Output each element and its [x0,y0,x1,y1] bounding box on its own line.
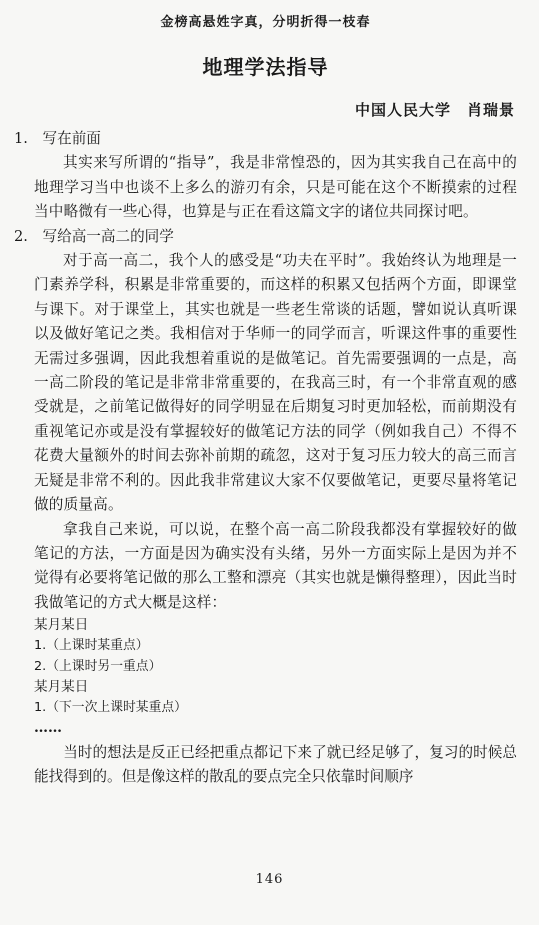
article-body [14,127,517,789]
example-item: 1.（上课时某重点） [34,638,149,654]
example-date: 某月某日 [34,679,89,696]
example-item: 2.（上课时另一重点） [34,658,162,674]
example-ellipsis: …… [34,719,62,736]
example-date: 某月某日 [34,617,89,634]
body-paragraph: 对于高一高二，我个人的感受是“功夫在平时”。我始终认为地理是一门素养学科，积累是非常重要的，而这样的积累又包括两个方面，即课堂与课下。对于课堂上，其实也就是一些老生常谈的话题，譬如说认真听课以及做好笔记之类。我相信对于华师一的同学而言，听课这件事的重要性无需过多强调，因此我想着重说的是做笔记。首先需要强调的一点是，高一高二阶段的笔记是非常非常重要的，在我高三时，有一个非常直观的感受就是，之前笔记做得好的同学明显在后期复习时更加轻松，而前期没有重视笔记亦或是没有掌握较好的做笔记方法的同学（例如我自己）不得不花费大量额外的时间去弥补前期的疏忽，这对于复习压力较大的高三而言无疑是非常不利的。因此我非常建议大家不仅要做笔记，更要尽量将笔记做的质量高。 [34,252,517,514]
page-number: 146 [255,872,284,887]
body-paragraph: 拿我自己来说，可以说，在整个高一高二阶段我都没有掌握较好的做笔记的方法，一方面是因为确实没有头绪，另外一方面实际上是因为并不觉得有必要将笔记做的那么工整和漂亮（其实也就是懒得整理），因此当时我做笔记的方式大概是这样： [34,520,517,611]
page-title: 地理学法指导 [202,55,329,79]
author-line: 中国人民大学 肖瑞景 [354,101,515,119]
section-heading: 2. 写给高一高二的同学 [14,227,174,245]
body-paragraph: 当时的想法是反正已经把重点都记下来了就已经足够了，复习的时候总能找得到的。但是像这样的散乱的要点完全只依靠时间顺序 [34,743,517,785]
running-head: 金榜高悬姓字真，分明折得一枝春 [160,15,371,30]
section-heading: 1. 写在前面 [14,130,101,147]
example-item: 1.（下一次上课时某重点） [34,700,187,716]
body-paragraph: 其实来写所谓的“指导”，我是非常惶恐的，因为其实我自己在高中的地理学习当中也谈不上多么的游刃有余，只是可能在这个不断摸索的过程当中略微有一些心得，也算是与正在看这篇文字的诸位共同探讨吧。 [34,154,517,221]
